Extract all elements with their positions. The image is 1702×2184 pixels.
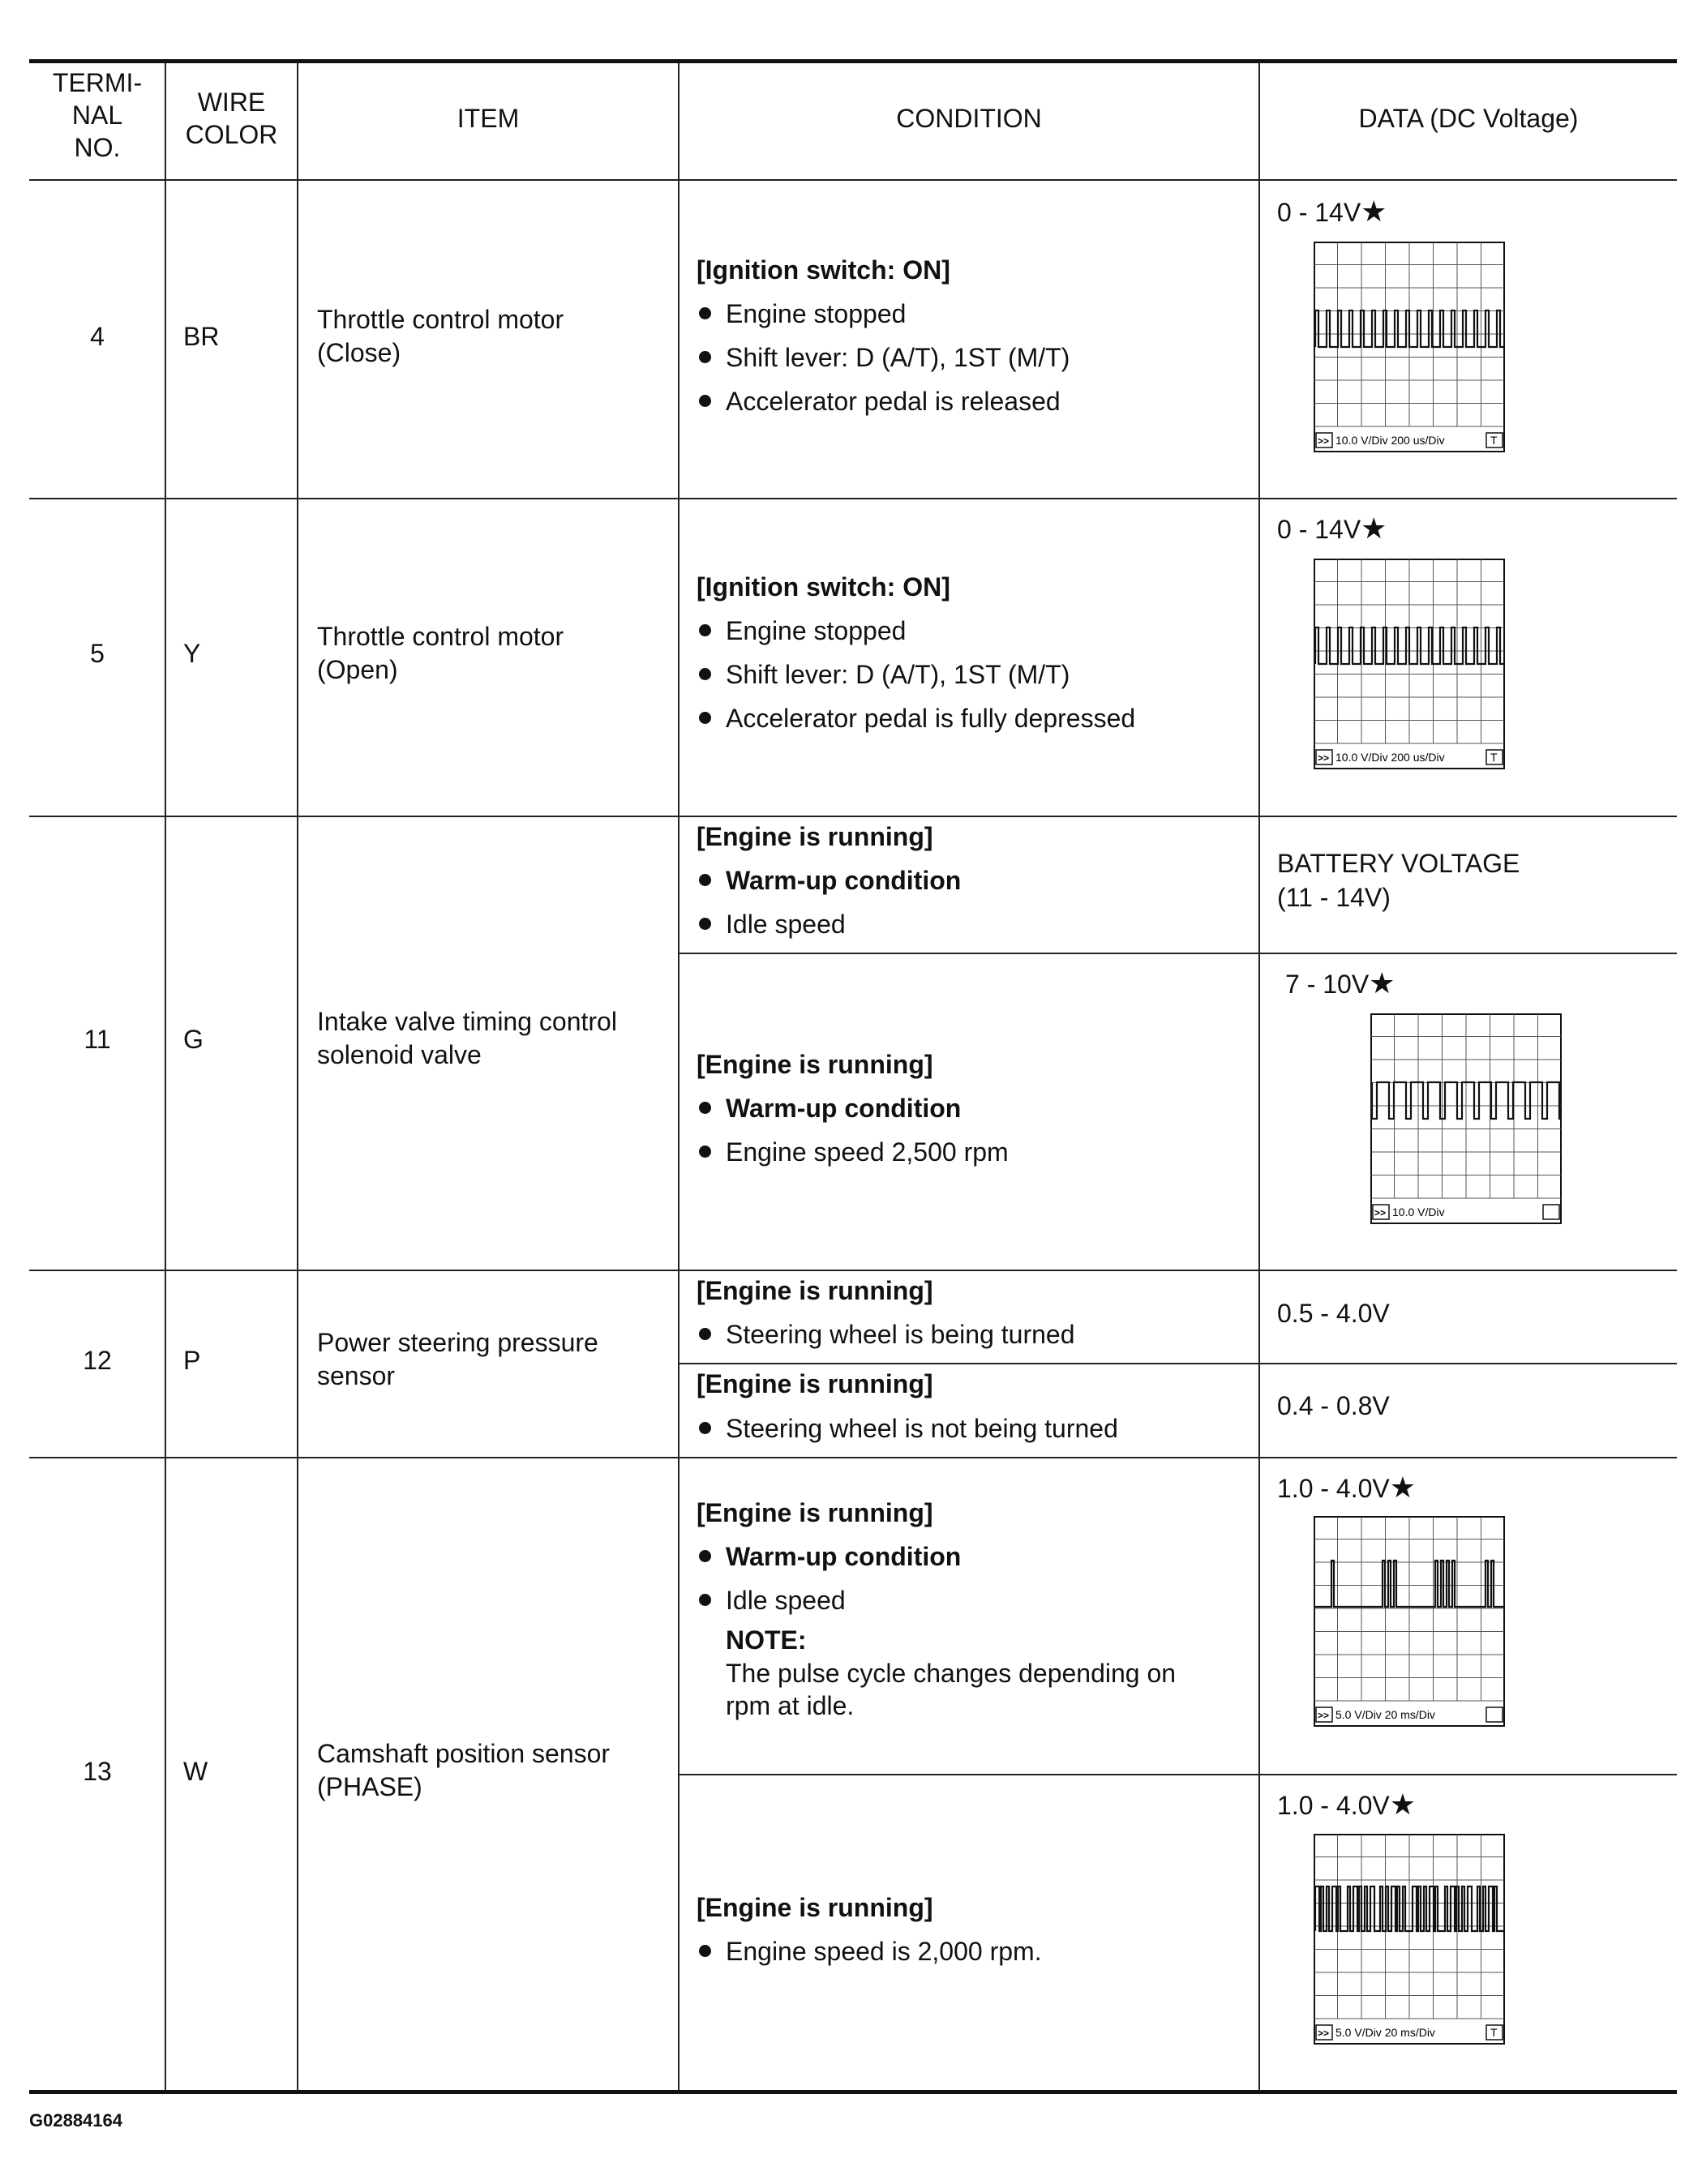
item-name: (Open): [317, 655, 398, 684]
header-bottom-line: [29, 179, 1677, 181]
table-bottom-rule: [29, 2090, 1677, 2094]
bullet-text: Shift lever: D (A/T), 1ST (M/T): [726, 660, 1070, 689]
scope-blank-box: [1486, 1707, 1503, 1722]
terminal-no: 5: [90, 639, 105, 668]
bullet-text: Accelerator pedal is released: [726, 387, 1061, 416]
scope-screen: [1314, 559, 1505, 769]
header-condition: CONDITION: [896, 104, 1042, 133]
scope-screen: [1370, 1013, 1562, 1224]
scope-screen: [1314, 242, 1505, 452]
bullet-text: Shift lever: D (A/T), 1ST (M/T): [726, 343, 1070, 372]
subrow-line-13: [678, 1774, 1677, 1775]
condition-bullet: [699, 298, 906, 330]
bullet-dot: [699, 395, 711, 407]
bullet-dot: [699, 874, 711, 886]
scope-mark: >>: [1318, 1710, 1330, 1721]
bullet-dot: [699, 1594, 711, 1606]
bullet-dot: [699, 668, 711, 680]
table-top-rule: [29, 59, 1677, 63]
scope-label: 5.0 V/Div 20 ms/Div: [1335, 2026, 1435, 2039]
scope-mark: >>: [1318, 752, 1330, 764]
wire-color: Y: [183, 639, 201, 668]
condition-bullet: [699, 1092, 961, 1124]
row-line-12-13: [29, 1457, 1677, 1458]
condition-bullet: [699, 864, 961, 897]
subrow-line-11: [678, 953, 1677, 954]
bullet-text: Engine speed is 2,000 rpm.: [726, 1937, 1042, 1966]
condition-bullet: [699, 615, 906, 647]
note-text: rpm at idle.: [726, 1691, 855, 1720]
star-icon: ★: [1389, 1471, 1417, 1504]
wire-color: BR: [183, 322, 220, 351]
data-value-text: 0 - 14V: [1277, 198, 1361, 227]
scope-label: 10.0 V/Div 200 us/Div: [1335, 434, 1445, 447]
data-value-text: 1.0 - 4.0V: [1277, 1474, 1390, 1503]
terminal-no: 13: [83, 1757, 112, 1786]
note-title: NOTE:: [726, 1625, 807, 1655]
scope-mark: >>: [1374, 1207, 1387, 1218]
wire-color: G: [183, 1025, 204, 1054]
header-terminal-no: TERMI- NAL NO.: [52, 68, 143, 162]
scope-screen: [1314, 1834, 1505, 2045]
oscilloscope-waveform: [1314, 242, 1505, 452]
data-value: BATTERY VOLTAGE: [1277, 849, 1520, 878]
bullet-dot: [699, 351, 711, 363]
item-name: Power steering pressure: [317, 1328, 598, 1357]
data-value: (11 - 14V): [1277, 883, 1391, 912]
data-value: [1285, 968, 1395, 1000]
condition-title: [Engine is running]: [697, 1369, 933, 1398]
col-divider-4: [1258, 63, 1260, 2090]
wire-color: P: [183, 1346, 201, 1375]
oscilloscope-waveform: [1314, 1834, 1505, 2045]
condition-bullet: [699, 385, 1061, 418]
bullet-text: Idle speed: [726, 910, 846, 939]
bullet-dot: [699, 1102, 711, 1114]
row-line-4-5: [29, 498, 1677, 499]
bullet-text: Warm-up condition: [726, 866, 962, 895]
header-wire-color: WIRE COLOR: [185, 88, 278, 149]
row-line-11-12: [29, 1270, 1677, 1271]
oscilloscope-waveform: [1370, 1013, 1562, 1224]
condition-bullet: [699, 1935, 1042, 1968]
condition-bullet: [699, 908, 846, 940]
bullet-text: Engine stopped: [726, 616, 907, 645]
header-data: DATA (DC Voltage): [1358, 104, 1579, 133]
bullet-dot: [699, 624, 711, 636]
bullet-dot: [699, 1422, 711, 1434]
item-name: Throttle control motor: [317, 305, 564, 334]
item-name: sensor: [317, 1361, 396, 1390]
oscilloscope-waveform: [1314, 559, 1505, 769]
terminal-no: 11: [84, 1025, 111, 1054]
terminal-no: 12: [83, 1346, 112, 1375]
star-icon: ★: [1389, 1788, 1417, 1821]
scope-t: T: [1490, 434, 1498, 447]
item-name: (PHASE): [317, 1772, 422, 1801]
bullet-dot: [699, 1945, 711, 1957]
bullet-text: Warm-up condition: [726, 1094, 962, 1123]
star-icon: ★: [1361, 195, 1387, 228]
data-value: 0.5 - 4.0V: [1277, 1299, 1390, 1328]
scope-label: 10.0 V/Div 200 us/Div: [1335, 751, 1445, 764]
bullet-dot: [699, 1328, 711, 1340]
bullet-dot: [699, 307, 711, 319]
data-value: [1277, 1789, 1416, 1822]
item-name: Camshaft position sensor: [317, 1739, 611, 1768]
condition-bullet: [699, 1318, 1075, 1351]
bullet-text: Engine speed 2,500 rpm: [726, 1137, 1009, 1167]
item-name: (Close): [317, 338, 401, 367]
condition-bullet: [699, 658, 1070, 691]
condition-title: [Engine is running]: [697, 1893, 933, 1922]
bullet-text: Engine stopped: [726, 299, 907, 328]
subrow-line-12: [678, 1363, 1677, 1364]
scope-screen: [1314, 1516, 1505, 1727]
figure-id: G02884164: [29, 2110, 122, 2130]
bullet-text: Steering wheel is being turned: [726, 1320, 1075, 1349]
data-value-text: 0 - 14V: [1277, 515, 1361, 544]
condition-title: [Engine is running]: [697, 1498, 933, 1527]
oscilloscope-waveform: [1314, 1516, 1505, 1727]
condition-title: [Engine is running]: [697, 1050, 933, 1079]
scope-blank-box: [1543, 1205, 1559, 1219]
condition-bullet: [699, 1136, 1009, 1168]
terminal-no: 4: [90, 322, 105, 351]
data-value: [1277, 196, 1387, 229]
row-line-5-11: [29, 816, 1677, 817]
condition-title: [Engine is running]: [697, 1276, 933, 1305]
item-name: Intake valve timing control: [317, 1007, 617, 1036]
scope-mark: >>: [1318, 435, 1330, 447]
bullet-text: Idle speed: [726, 1586, 846, 1615]
item-name: solenoid valve: [317, 1040, 482, 1069]
bullet-text: Accelerator pedal is fully depressed: [726, 704, 1136, 733]
star-icon: ★: [1369, 966, 1395, 1000]
wire-color: W: [183, 1757, 208, 1786]
data-value: 0.4 - 0.8V: [1277, 1391, 1390, 1420]
col-divider-2: [297, 63, 298, 2090]
condition-title: [Ignition switch: ON]: [697, 255, 950, 285]
data-value-text: 7 - 10V: [1285, 970, 1370, 999]
bullet-dot: [699, 1146, 711, 1158]
condition-bullet: [699, 1412, 1118, 1445]
bullet-dot: [699, 1550, 711, 1562]
header-item: ITEM: [457, 104, 520, 133]
scope-t: T: [1490, 751, 1498, 764]
scope-label: 10.0 V/Div: [1392, 1205, 1445, 1218]
scope-mark: >>: [1318, 2028, 1330, 2039]
item-name: Throttle control motor: [317, 622, 564, 651]
condition-title: [Engine is running]: [697, 822, 933, 851]
bullet-dot: [699, 712, 711, 724]
star-icon: ★: [1361, 512, 1387, 545]
note-text: The pulse cycle changes depending on: [726, 1659, 1177, 1688]
data-value: [1277, 1472, 1416, 1505]
scope-t: T: [1490, 2026, 1498, 2039]
data-value: [1277, 513, 1387, 546]
bullet-text: Warm-up condition: [726, 1542, 962, 1571]
col-divider-3: [678, 63, 680, 2090]
condition-bullet: [699, 1540, 961, 1573]
bullet-text: Steering wheel is not being turned: [726, 1414, 1118, 1443]
data-value-text: 1.0 - 4.0V: [1277, 1791, 1390, 1820]
bullet-dot: [699, 918, 711, 930]
condition-bullet: [699, 341, 1070, 374]
condition-bullet: [699, 702, 1135, 734]
scope-label: 5.0 V/Div 20 ms/Div: [1335, 1708, 1435, 1721]
condition-bullet: [699, 1584, 846, 1617]
condition-title: [Ignition switch: ON]: [697, 572, 950, 602]
